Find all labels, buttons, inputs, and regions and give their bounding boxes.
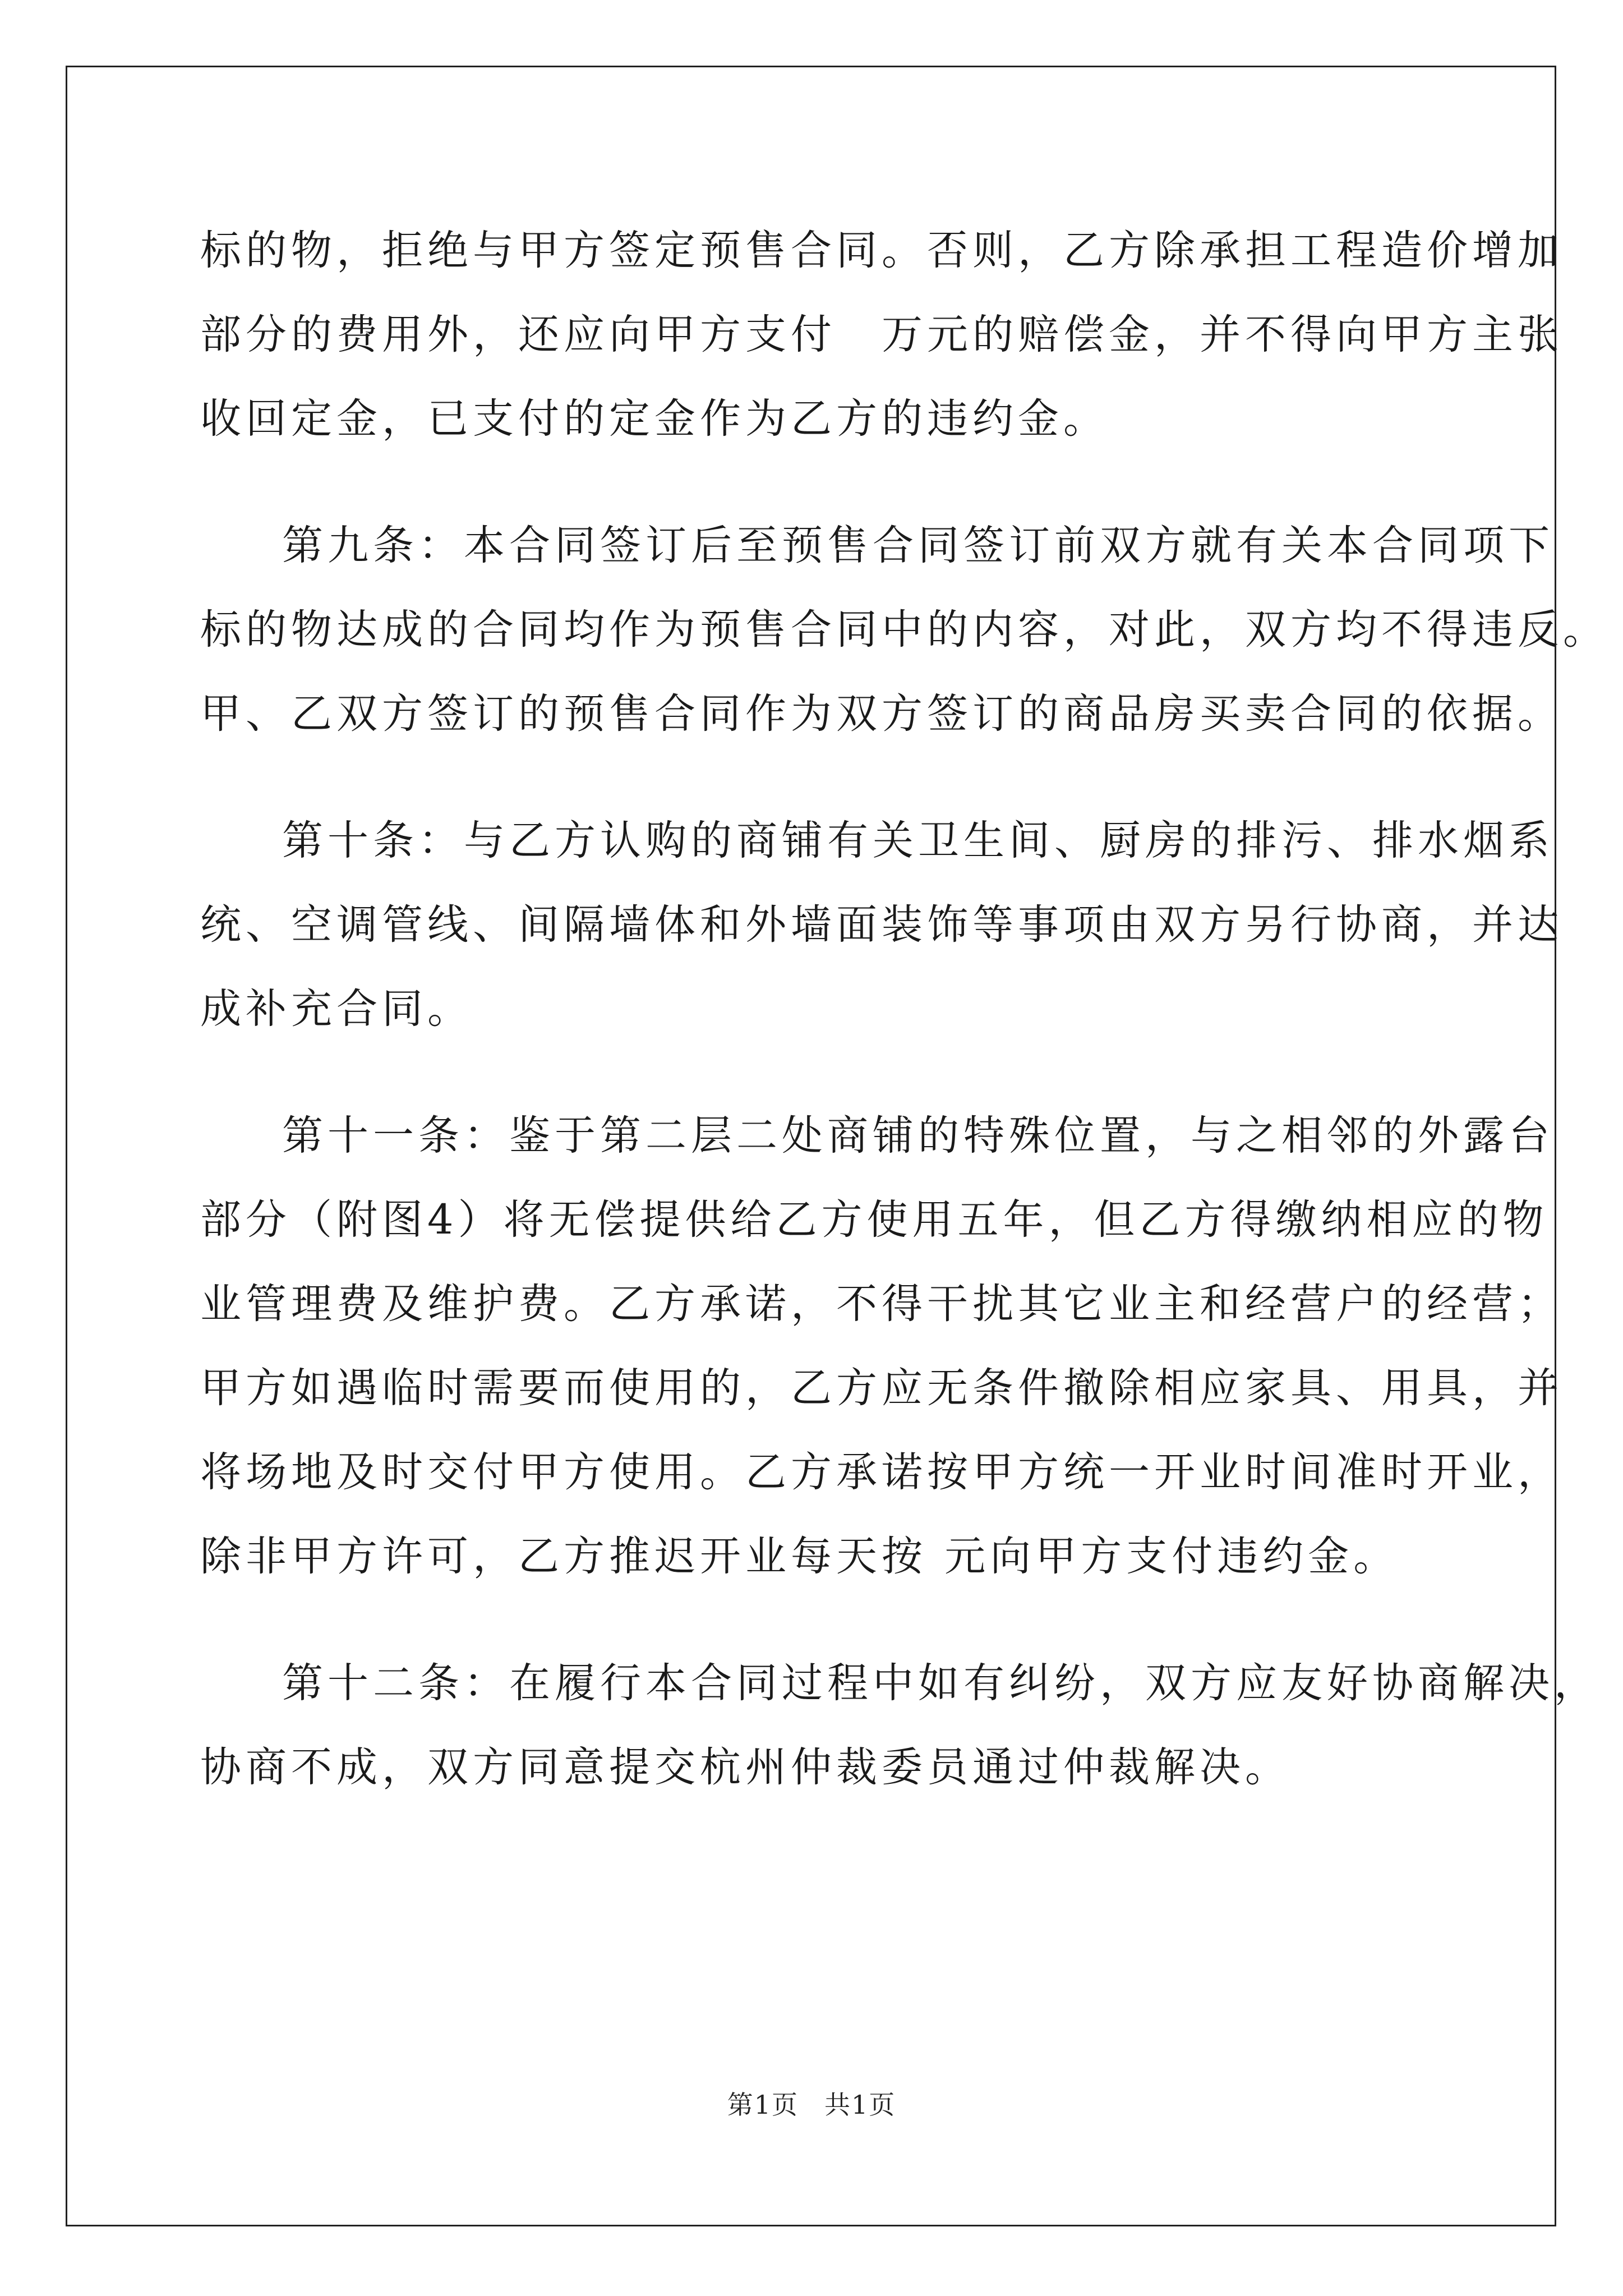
- text-line: 第十条：与乙方认购的商铺有关卫生间、厨房的排污、排水烟系: [282, 817, 1554, 864]
- document-body: [200, 209, 1608, 1852]
- paragraph-article-11: [200, 1094, 1563, 1599]
- text-line: 成补充合同。: [200, 985, 473, 1033]
- page-number-total: 共1页: [824, 2090, 896, 2120]
- text-line: 将场地及时交付甲方使用。乙方承诺按甲方统一开业时间准时开业，: [200, 1448, 1563, 1496]
- text-line: 统、空调管线、间隔墙体和外墙面装饰等事项由双方另行协商，并达: [200, 901, 1563, 949]
- text-line: 业管理费及维护费。乙方承诺，不得干扰其它业主和经营户的经营；: [200, 1280, 1563, 1328]
- paragraph-article-9: [200, 504, 1608, 756]
- paragraph-continuation: [200, 209, 1563, 461]
- text-line: 标的物，拒绝与甲方签定预售合同。否则，乙方除承担工程造价增加: [200, 227, 1563, 274]
- text-line: 部分（附图4）将无偿提供给乙方使用五年，但乙方得缴纳相应的物: [200, 1196, 1548, 1244]
- text-line: 收回定金，已支付的定金作为乙方的违约金。: [200, 395, 1109, 443]
- text-line: 甲、乙双方签订的预售合同作为双方签订的商品房买卖合同的依据。: [200, 690, 1563, 738]
- page-number-current: 第1页: [727, 2090, 799, 2120]
- page-footer: [0, 2088, 1623, 2122]
- paragraph-article-10: [200, 799, 1563, 1051]
- text-line: 第十二条：在履行本合同过程中如有纠纷，双方应友好协商解决，: [282, 1659, 1599, 1707]
- text-line: 第十一条：鉴于第二层二处商铺的特殊位置，与之相邻的外露台: [282, 1112, 1554, 1159]
- text-line: 第九条：本合同签订后至预售合同签订前双方就有关本合同项下: [282, 522, 1554, 569]
- text-line: 协商不成，双方同意提交杭州仲裁委员通过仲裁解决。: [200, 1743, 1290, 1791]
- text-line: 部分的费用外，还应向甲方支付 万元的赔偿金，并不得向甲方主张: [200, 311, 1563, 358]
- text-line: 除非甲方许可，乙方推迟开业每天按 元向甲方支付违约金。: [200, 1533, 1399, 1580]
- paragraph-article-12: [200, 1641, 1599, 1810]
- text-line: 甲方如遇临时需要而使用的，乙方应无条件撤除相应家具、用具，并: [200, 1364, 1563, 1412]
- text-line: 标的物达成的合同均作为预售合同中的内容，对此，双方均不得违反。: [200, 606, 1608, 654]
